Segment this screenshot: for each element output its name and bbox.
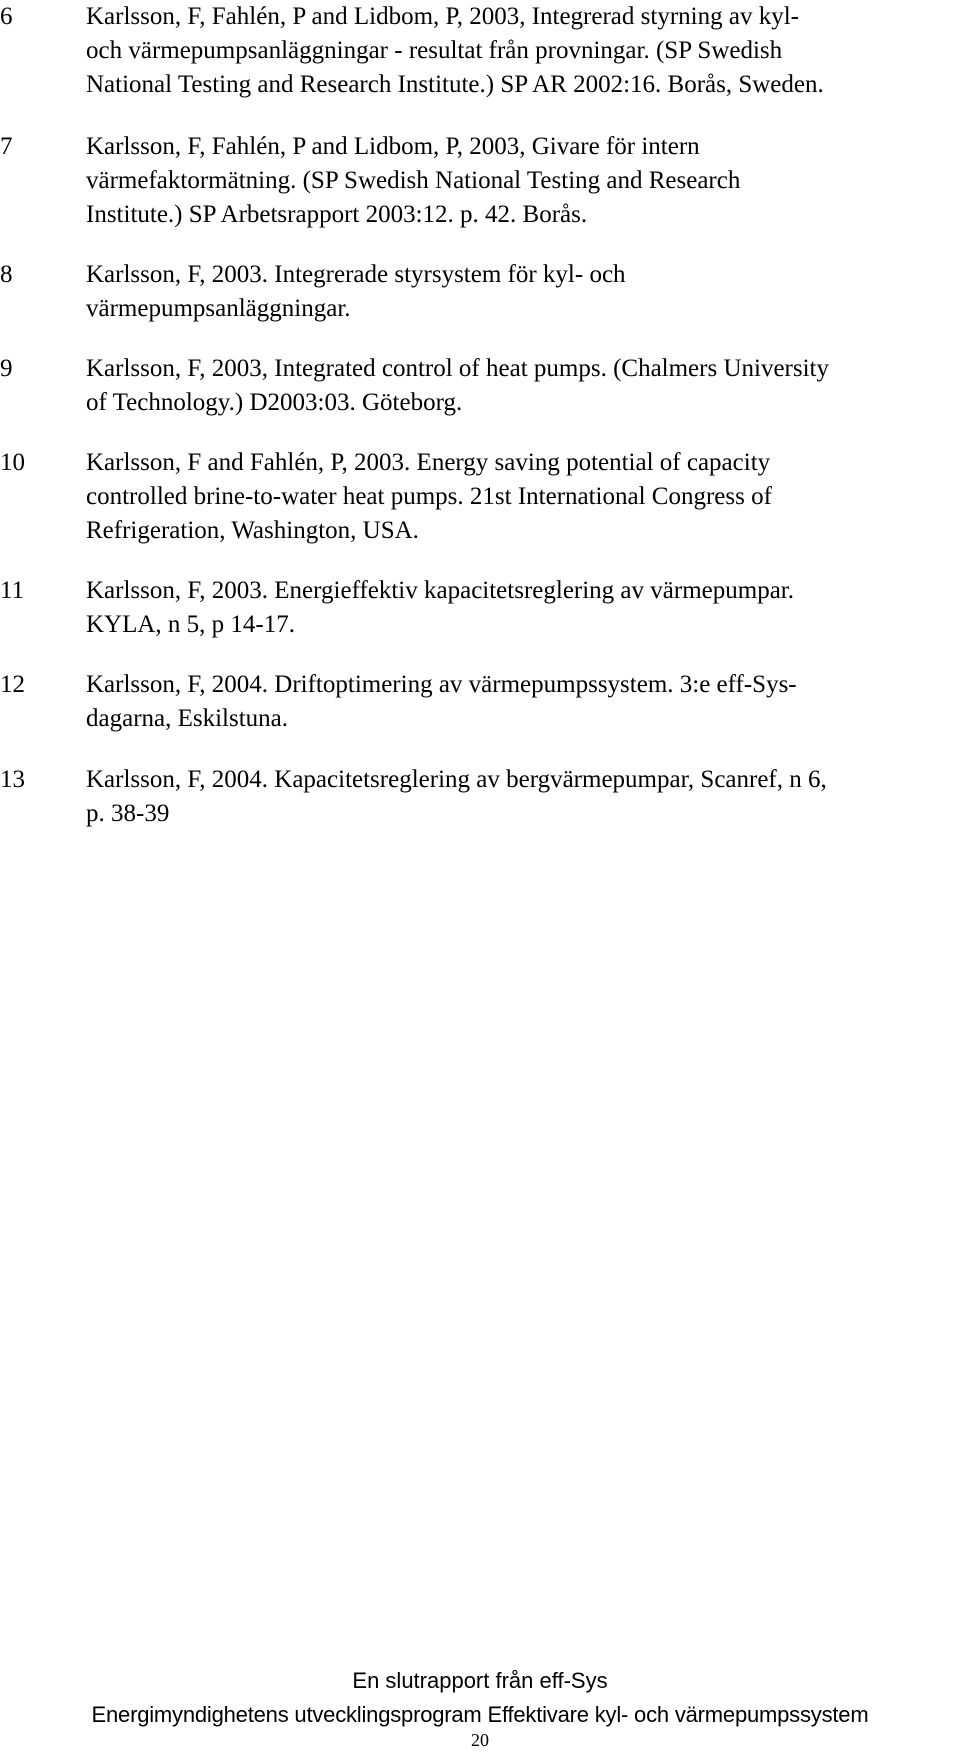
reference-text — [86, 130, 946, 232]
reference-number: 7 — [0, 133, 13, 160]
reference-line: National Testing and Research Institute.) SP AR 2002:16. Borås, Sweden. — [86, 71, 824, 98]
reference-line: Institute.) SP Arbetsrapport 2003:12. p. 42. Borås. — [86, 201, 588, 228]
reference-line: Karlsson, F, Fahlén, P and Lidbom, P, 2003, Givare för intern — [86, 133, 700, 160]
reference-number: 10 — [0, 449, 25, 476]
reference-line: Refrigeration, Washington, USA. — [86, 517, 419, 544]
reference-text — [86, 0, 946, 102]
reference-line: controlled brine-to-water heat pumps. 21st International Congress of — [86, 483, 772, 510]
reference-line: värmepumpsanläggningar. — [86, 295, 351, 322]
reference-text — [86, 258, 946, 326]
reference-number: 12 — [0, 671, 25, 698]
footer-report-title: En slutrapport från eff-Sys — [352, 1668, 608, 1693]
reference-text — [86, 574, 946, 642]
reference-number: 6 — [0, 3, 13, 30]
footer-program-name: Energimyndighetens utvecklingsprogram Effektivare kyl- och värmepumpssystem — [91, 1702, 869, 1727]
reference-line: of Technology.) D2003:03. Göteborg. — [86, 389, 463, 416]
page-number: 20 — [471, 1730, 489, 1750]
reference-line: dagarna, Eskilstuna. — [86, 705, 289, 732]
reference-line: Karlsson, F, 2003. Integrerade styrsystem för kyl- och — [86, 261, 626, 288]
reference-number: 13 — [0, 766, 25, 793]
reference-text — [86, 446, 946, 548]
reference-number: 8 — [0, 261, 13, 288]
reference-line: värmefaktormätning. (SP Swedish National Testing and Research — [86, 167, 741, 194]
reference-line: och värmepumpsanläggningar - resultat från provningar. (SP Swedish — [86, 37, 783, 64]
reference-line: Karlsson, F, 2004. Driftoptimering av värmepumpssystem. 3:e eff-Sys- — [86, 671, 797, 698]
reference-text — [86, 763, 946, 831]
reference-line: KYLA, n 5, p 14-17. — [86, 611, 296, 638]
reference-text — [86, 668, 946, 736]
page-footer — [0, 1664, 960, 1732]
reference-number: 9 — [0, 355, 13, 382]
reference-text — [86, 352, 946, 420]
reference-line: Karlsson, F, 2004. Kapacitetsreglering av bergvärmepumpar, Scanref, n 6, — [86, 766, 827, 793]
reference-line: p. 38-39 — [86, 800, 170, 827]
reference-line: Karlsson, F, 2003, Integrated control of heat pumps. (Chalmers University — [86, 355, 829, 382]
reference-number: 11 — [0, 577, 25, 604]
reference-line: Karlsson, F and Fahlén, P, 2003. Energy saving potential of capacity — [86, 449, 771, 476]
reference-line: Karlsson, F, Fahlén, P and Lidbom, P, 2003, Integrerad styrning av kyl- — [86, 3, 799, 30]
reference-line: Karlsson, F, 2003. Energieffektiv kapacitetsreglering av värmepumpar. — [86, 577, 794, 604]
